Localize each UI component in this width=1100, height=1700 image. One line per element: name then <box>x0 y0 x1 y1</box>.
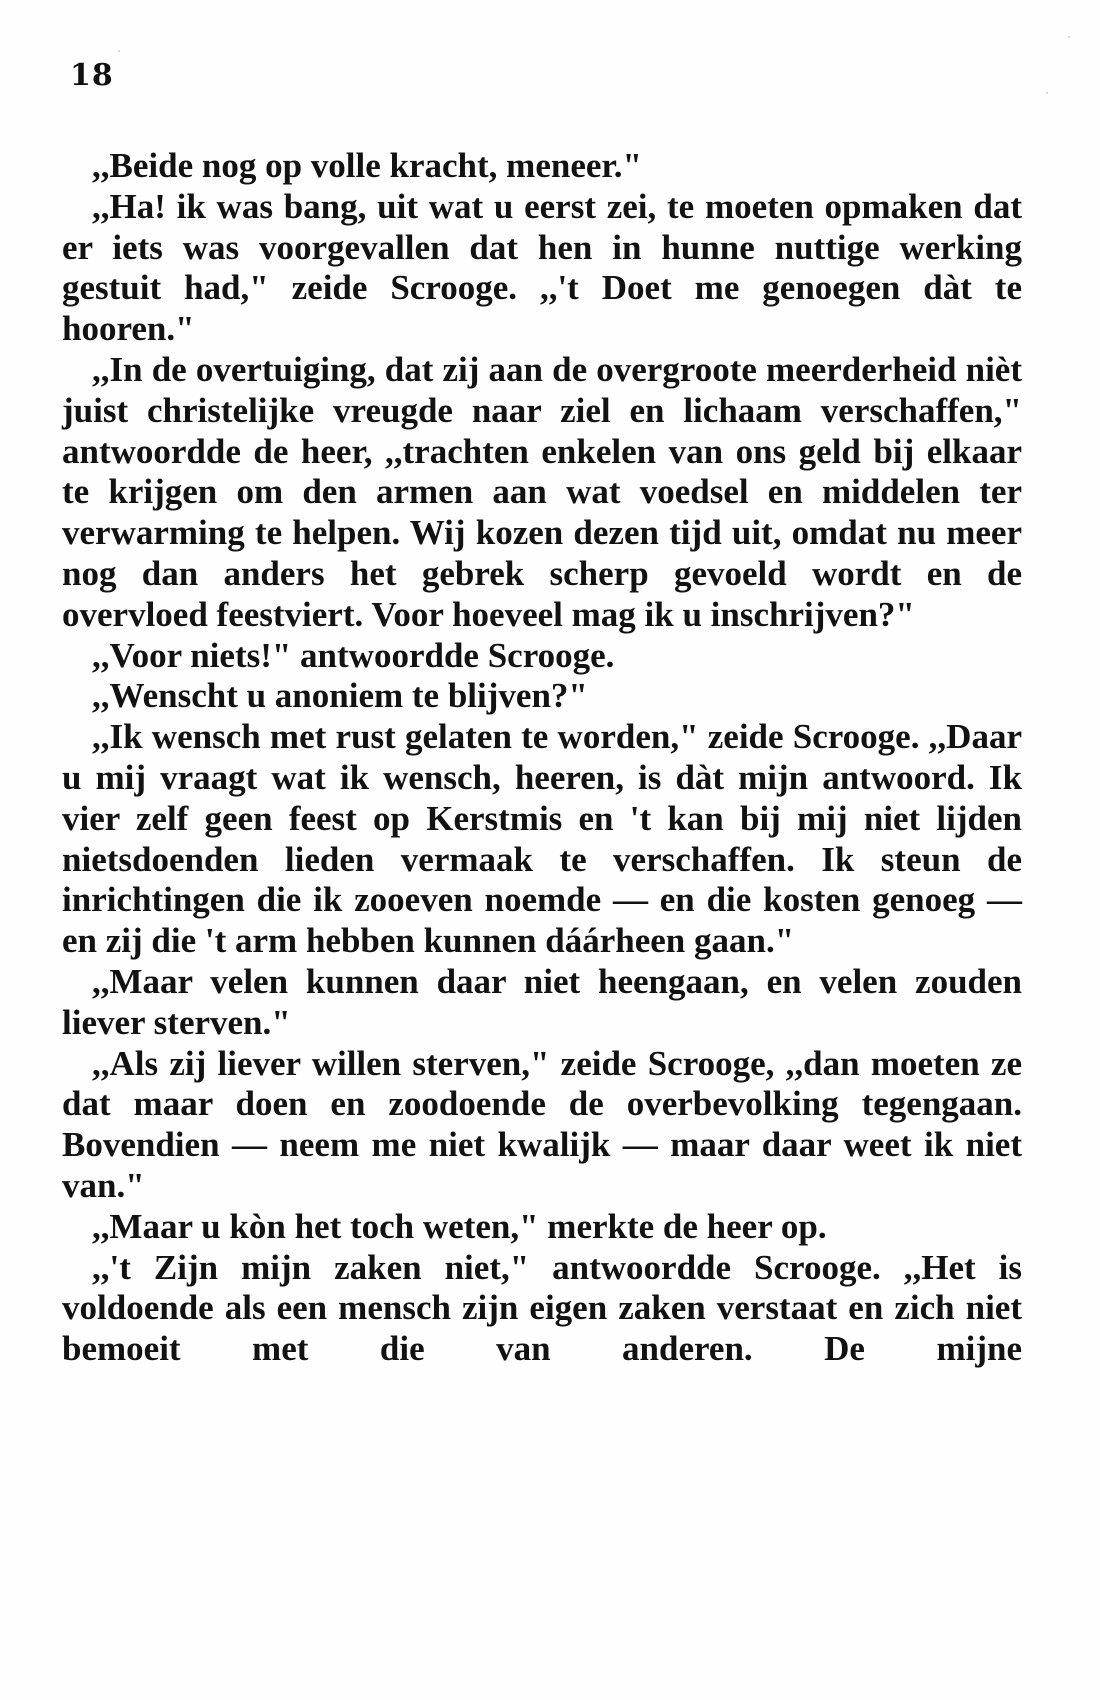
page-number: 18 <box>70 58 114 93</box>
paragraph: ,,In de overtuiging, dat zij aan de overgroote meerderheid nièt juist christelijke vreugde naar ziel en lichaam verschaffen," antwoordde de heer, ,,trachten enkelen van ons geld bij elkaar te krijgen om den armen aan wat voedsel en middelen ter verwarming te helpen. Wij kozen dezen tijd uit, omdat nu meer nog dan anders het gebrek scherp gevoeld wordt en de overvloed feestviert. Voor hoeveel mag ik u inschrijven?" <box>62 349 1022 634</box>
paragraph: ,,Ha! ik was bang, uit wat u eerst zei, te moeten opmaken dat er iets was voorgevallen dat hen in hunne nuttige werking gestuit had," zeide Scrooge. ,,'t Doet me genoegen dàt te hooren." <box>62 186 1022 349</box>
scan-speck <box>118 50 120 52</box>
paragraph: ,,Maar u kòn het toch weten," merkte de heer op. <box>92 1206 827 1246</box>
paragraph: ,,'t Zijn mijn zaken niet," antwoordde Scrooge. ,,Het is voldoende als een mensch zijn eigen zaken verstaat en zich niet bemoeit met die van anderen. De mijne <box>62 1247 1022 1369</box>
body-text <box>62 146 1022 1370</box>
scan-speck <box>1068 36 1070 38</box>
paragraph: ,,Beide nog op volle kracht, meneer." <box>92 146 642 185</box>
scan-speck <box>1046 92 1048 94</box>
paragraph: ,,Maar velen kunnen daar niet heengaan, en velen zouden liever sterven." <box>62 961 1022 1042</box>
paragraph: ,,Voor niets!" antwoordde Scrooge. <box>92 635 615 675</box>
paragraph: ,,Wenscht u anoniem te blijven?" <box>92 676 588 716</box>
paragraph: ,,Als zij liever willen sterven," zeide Scrooge, ,,dan moeten ze dat maar doen en zoodoende de overbevolking tegengaan. Bovendien — neem me niet kwalijk — maar daar weet ik niet van." <box>62 1043 1022 1205</box>
paragraph: ,,Ik wensch met rust gelaten te worden," zeide Scrooge. ,,Daar u mij vraagt wat ik wensch, heeren, is dàt mijn antwoord. Ik vier zelf geen feest op Kerstmis en 't kan bij mij niet lijden nietsdoenden lieden vermaak te verschaffen. Ik steun de inrichtingen die ik zooeven noemde — en die kosten genoeg — en zij die 't arm hebben kunnen dáárheen gaan." <box>62 717 1022 961</box>
